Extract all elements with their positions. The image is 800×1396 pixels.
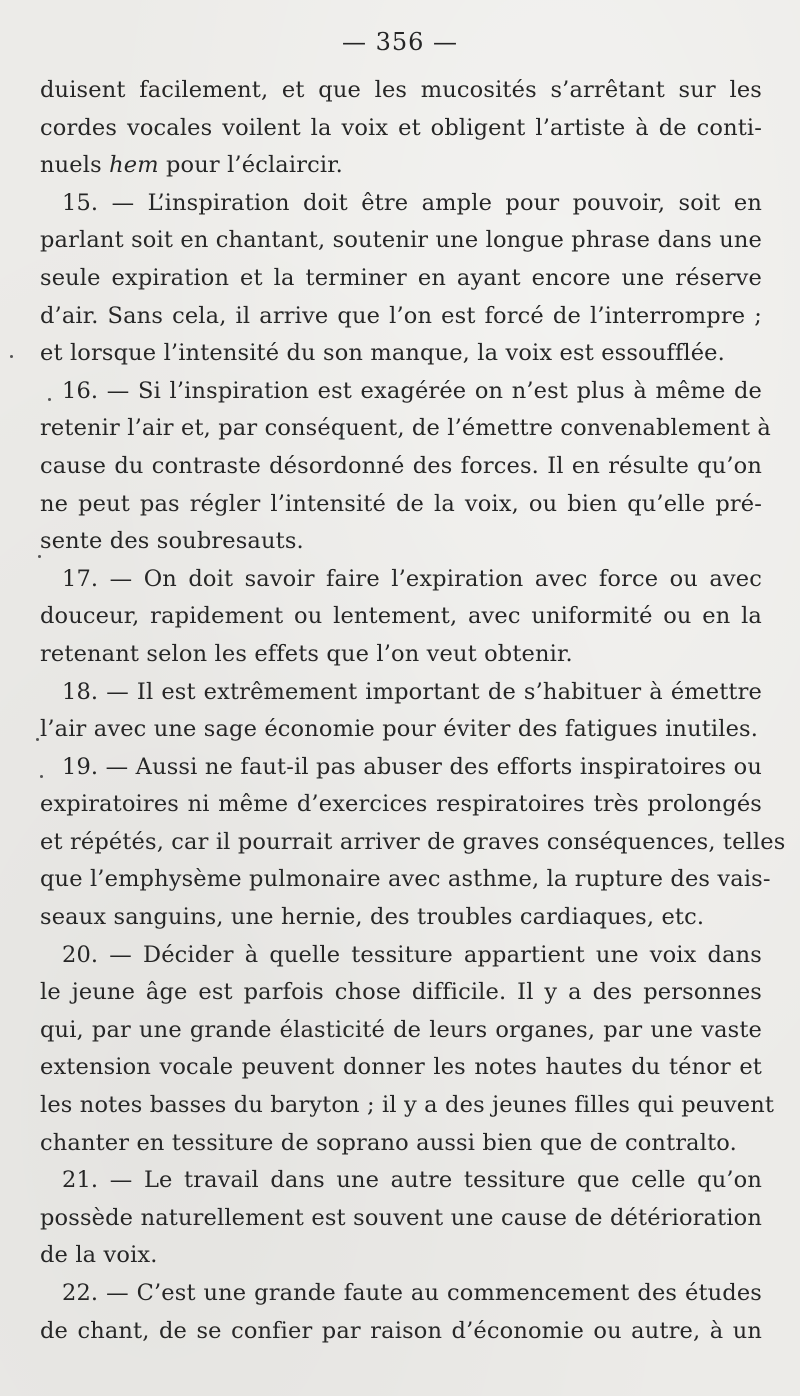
paragraph-start: 19. — Aussi ne faut-il pas abuser des efforts inspiratoires ou — [62, 753, 762, 780]
text-line: cordes vocales voilent la voix et obligent l’artiste à de conti- — [40, 114, 762, 141]
text-line: sente des soubresauts. — [40, 528, 304, 555]
text-line: de la voix. — [40, 1242, 158, 1269]
paragraph-start: 22. — C’est une grande faute au commencement des études — [62, 1280, 762, 1306]
text-line: ne peut pas régler l’intensité de la voix, ou bien qu’elle pré- — [40, 490, 762, 517]
text-line: cause du contraste désordonné des forces. Il en résulte qu’on — [40, 452, 762, 479]
text-line: expiratoires ni même d’exercices respiratoires très prolongés — [40, 791, 762, 818]
paragraph-start: 20. — Décider à quelle tessiture appartient une voix dans — [62, 941, 762, 968]
text-line: de chant, de se confier par raison d’économie ou autre, à un — [40, 1317, 762, 1344]
scan-speck — [10, 355, 13, 358]
text-line: seaux sanguins, une hernie, des troubles cardiaques, etc. — [40, 904, 705, 931]
scan-speck — [48, 398, 51, 401]
text-fragment: pour l’éclaircir. — [158, 152, 343, 179]
paragraph-start: 15. — L’inspiration doit être ample pour pouvoir, soit en — [62, 189, 762, 216]
page-number: — 356 — — [341, 28, 459, 56]
text-line: parlant soit en chantant, soutenir une longue phrase dans une — [40, 227, 762, 254]
paragraph-start: 16. — Si l’inspiration est exagérée on n’est plus à même de — [62, 377, 762, 404]
scan-speck — [40, 775, 43, 778]
italic-word: hem — [109, 152, 159, 179]
text-line: possède naturellement est souvent une cause de détérioration — [40, 1204, 762, 1231]
text-line: que l’emphysème pulmonaire avec asthme, la rupture des vais- — [40, 866, 771, 893]
text-fragment: nuels — [40, 152, 110, 179]
text-line: retenir l’air et, par conséquent, de l’émettre convenablement à — [40, 415, 771, 442]
text-line: les notes basses du baryton ; il y a des jeunes filles qui peuvent — [40, 1092, 775, 1119]
text-line: et répétés, car il pourrait arriver de graves conséquences, telles — [40, 828, 786, 855]
scan-speck — [36, 738, 39, 741]
paragraph-start: 21. — Le travail dans une autre tessiture que celle qu’on — [62, 1167, 762, 1194]
text-line: retenant selon les effets que l’on veut obtenir. — [40, 640, 573, 667]
paragraph-start: 18. — Il est extrêmement important de s’habituer à émettre — [62, 678, 762, 705]
text-line: l’air avec une sage économie pour éviter des fatigues inutiles. — [40, 716, 759, 743]
text-line: douceur, rapidement ou lentement, avec uniformité ou en la — [40, 603, 762, 630]
text-line: d’air. Sans cela, il arrive que l’on est forcé de l’interrompre ; — [40, 302, 762, 329]
text-line: qui, par une grande élasticité de leurs organes, par une vaste — [40, 1016, 762, 1043]
text-line: et lorsque l’intensité du son manque, la voix est essoufflée. — [40, 340, 725, 367]
text-line: duisent facilement, et que les mucosités s’arrêtant sur les — [40, 77, 762, 103]
text-line: le jeune âge est parfois chose difficile. Il y a des personnes — [40, 979, 762, 1006]
text-line: chanter en tessiture de soprano aussi bien que de contralto. — [40, 1129, 737, 1156]
text-line — [40, 147, 762, 185]
paragraph-start: 17. — On doit savoir faire l’expiration avec force ou avec — [62, 565, 762, 592]
text-line: seule expiration et la terminer en ayant encore une réserve — [40, 264, 762, 291]
scan-speck — [38, 555, 41, 558]
body-text — [40, 72, 786, 1350]
text-line: extension vocale peuvent donner les notes hautes du ténor et — [40, 1054, 762, 1081]
